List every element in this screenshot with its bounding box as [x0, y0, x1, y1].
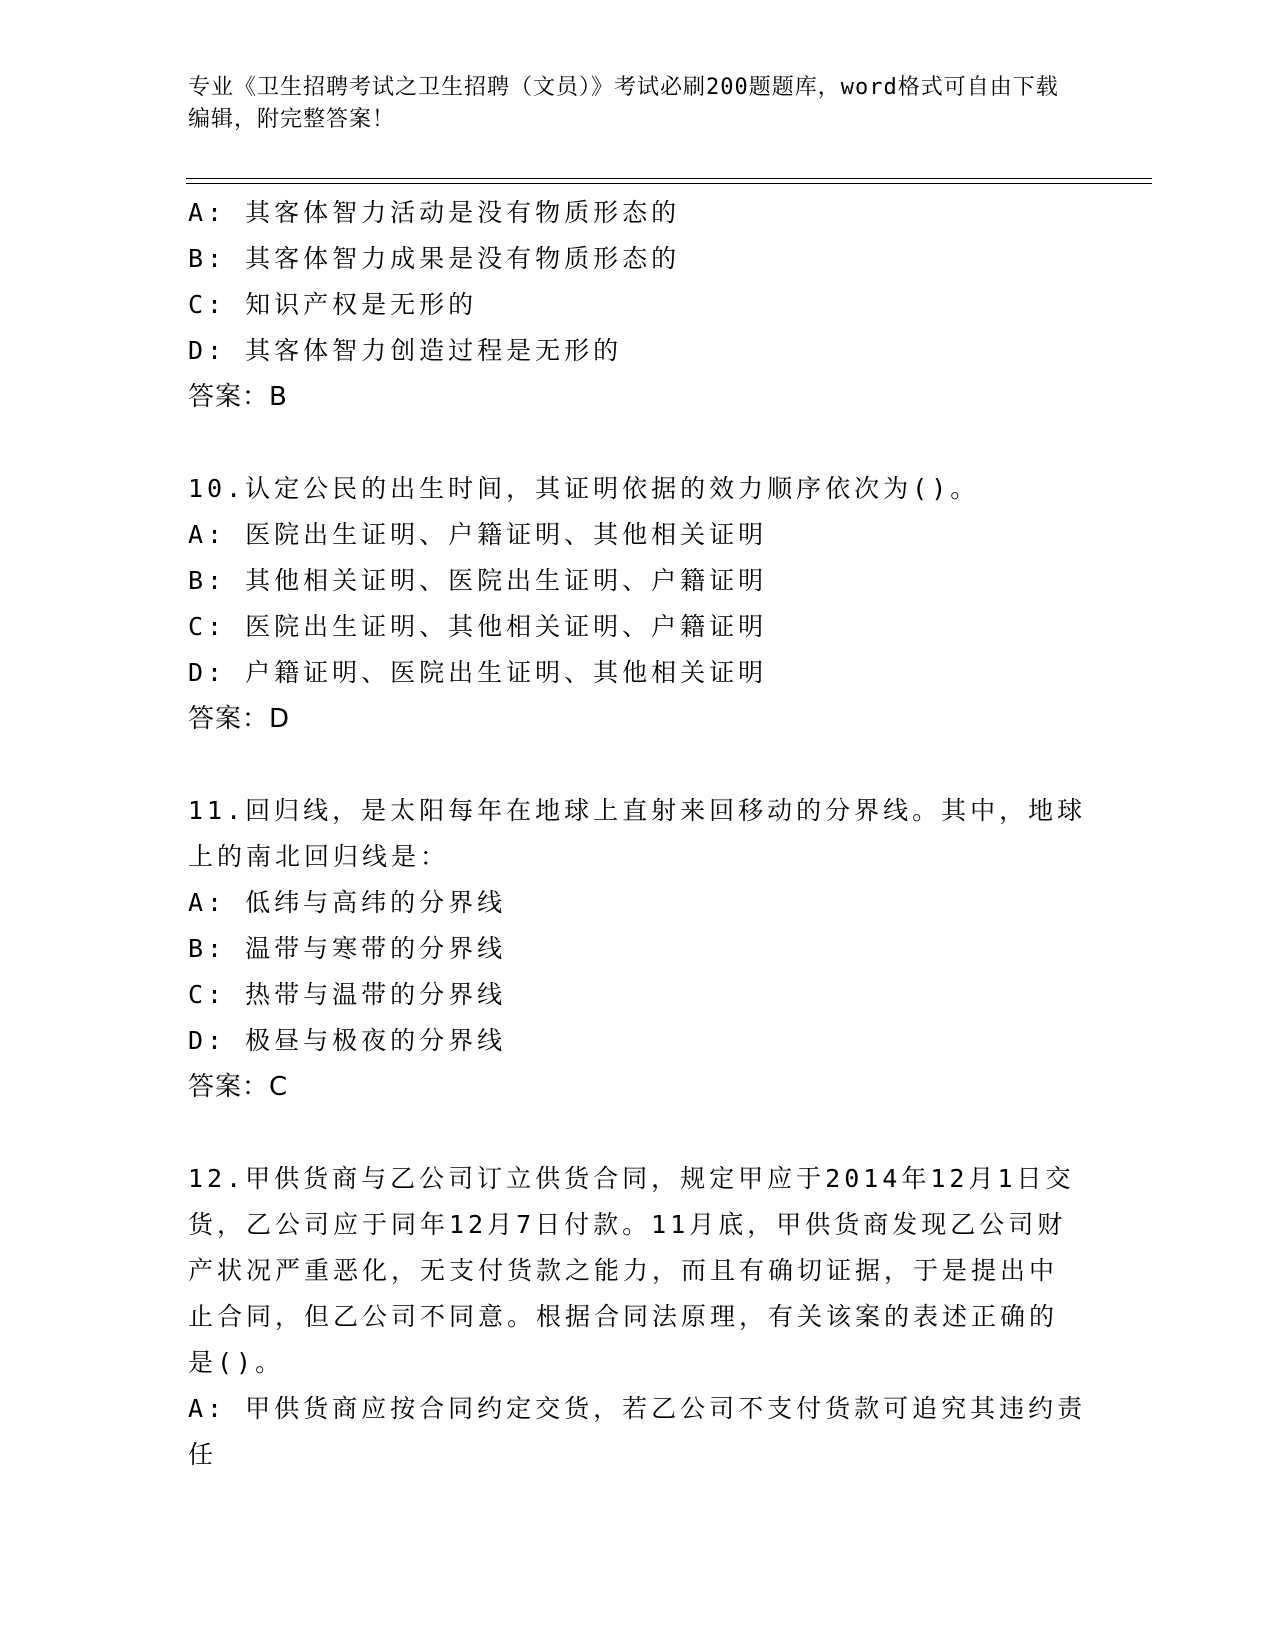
question-stem: 产状况严重恶化，无支付货款之能力，而且有确切证据，于是提出中 — [188, 1256, 1059, 1285]
option-a: A: 其客体智力活动是没有物质形态的 — [188, 198, 681, 227]
question-stem: 是()。 — [188, 1348, 285, 1377]
question-12 — [188, 1156, 1087, 1478]
answer-line: 答案：B — [188, 382, 288, 412]
option-a: A: 医院出生证明、户籍证明、其他相关证明 — [188, 520, 768, 549]
answer-line: 答案：D — [188, 704, 291, 734]
question-stem: 12.甲供货商与乙公司订立供货合同，规定甲应于2014年12月1日交 — [188, 1164, 1075, 1193]
answer-line: 答案：C — [188, 1072, 289, 1102]
header-rule-bottom — [186, 183, 1152, 184]
option-a: A: 甲供货商应按合同约定交货，若乙公司不支付货款可追究其违约责 — [188, 1394, 1087, 1423]
question-stem: 上的南北回归线是： — [188, 842, 450, 871]
question-stem: 10.认定公民的出生时间，其证明依据的效力顺序依次为()。 — [188, 474, 980, 503]
question-9-options — [188, 190, 1068, 420]
question-stem: 货，乙公司应于同年12月7日付款。11月底，甲供货商发现乙公司财 — [188, 1210, 1067, 1239]
option-b: B: 其客体智力成果是没有物质形态的 — [188, 244, 681, 273]
question-10 — [188, 466, 1068, 742]
option-a: A: 低纬与高纬的分界线 — [188, 888, 507, 917]
question-stem: 11.回归线，是太阳每年在地球上直射来回移动的分界线。其中，地球 — [188, 796, 1087, 825]
option-d: D: 户籍证明、医院出生证明、其他相关证明 — [188, 658, 768, 687]
option-b: B: 其他相关证明、医院出生证明、户籍证明 — [188, 566, 768, 595]
option-c: C: 知识产权是无形的 — [188, 290, 478, 319]
header-rule-top — [186, 178, 1152, 179]
document-header: 专业《卫生招聘考试之卫生招聘（文员）》考试必刷200题题库，word格式可自由下载编辑，附完整答案！ — [188, 75, 1059, 132]
option-a-continued: 任 — [188, 1440, 218, 1469]
spacer — [188, 742, 1068, 788]
question-11 — [188, 788, 1087, 1110]
spacer — [188, 420, 1068, 466]
spacer — [188, 1110, 1068, 1156]
option-c: C: 医院出生证明、其他相关证明、户籍证明 — [188, 612, 768, 641]
question-content — [188, 190, 1087, 1478]
question-stem: 止合同，但乙公司不同意。根据合同法原理，有关该案的表述正确的 — [188, 1302, 1059, 1331]
option-d: D: 其客体智力创造过程是无形的 — [188, 336, 623, 365]
option-d: D: 极昼与极夜的分界线 — [188, 1026, 507, 1055]
option-c: C: 热带与温带的分界线 — [188, 980, 507, 1009]
option-b: B: 温带与寒带的分界线 — [188, 934, 507, 963]
